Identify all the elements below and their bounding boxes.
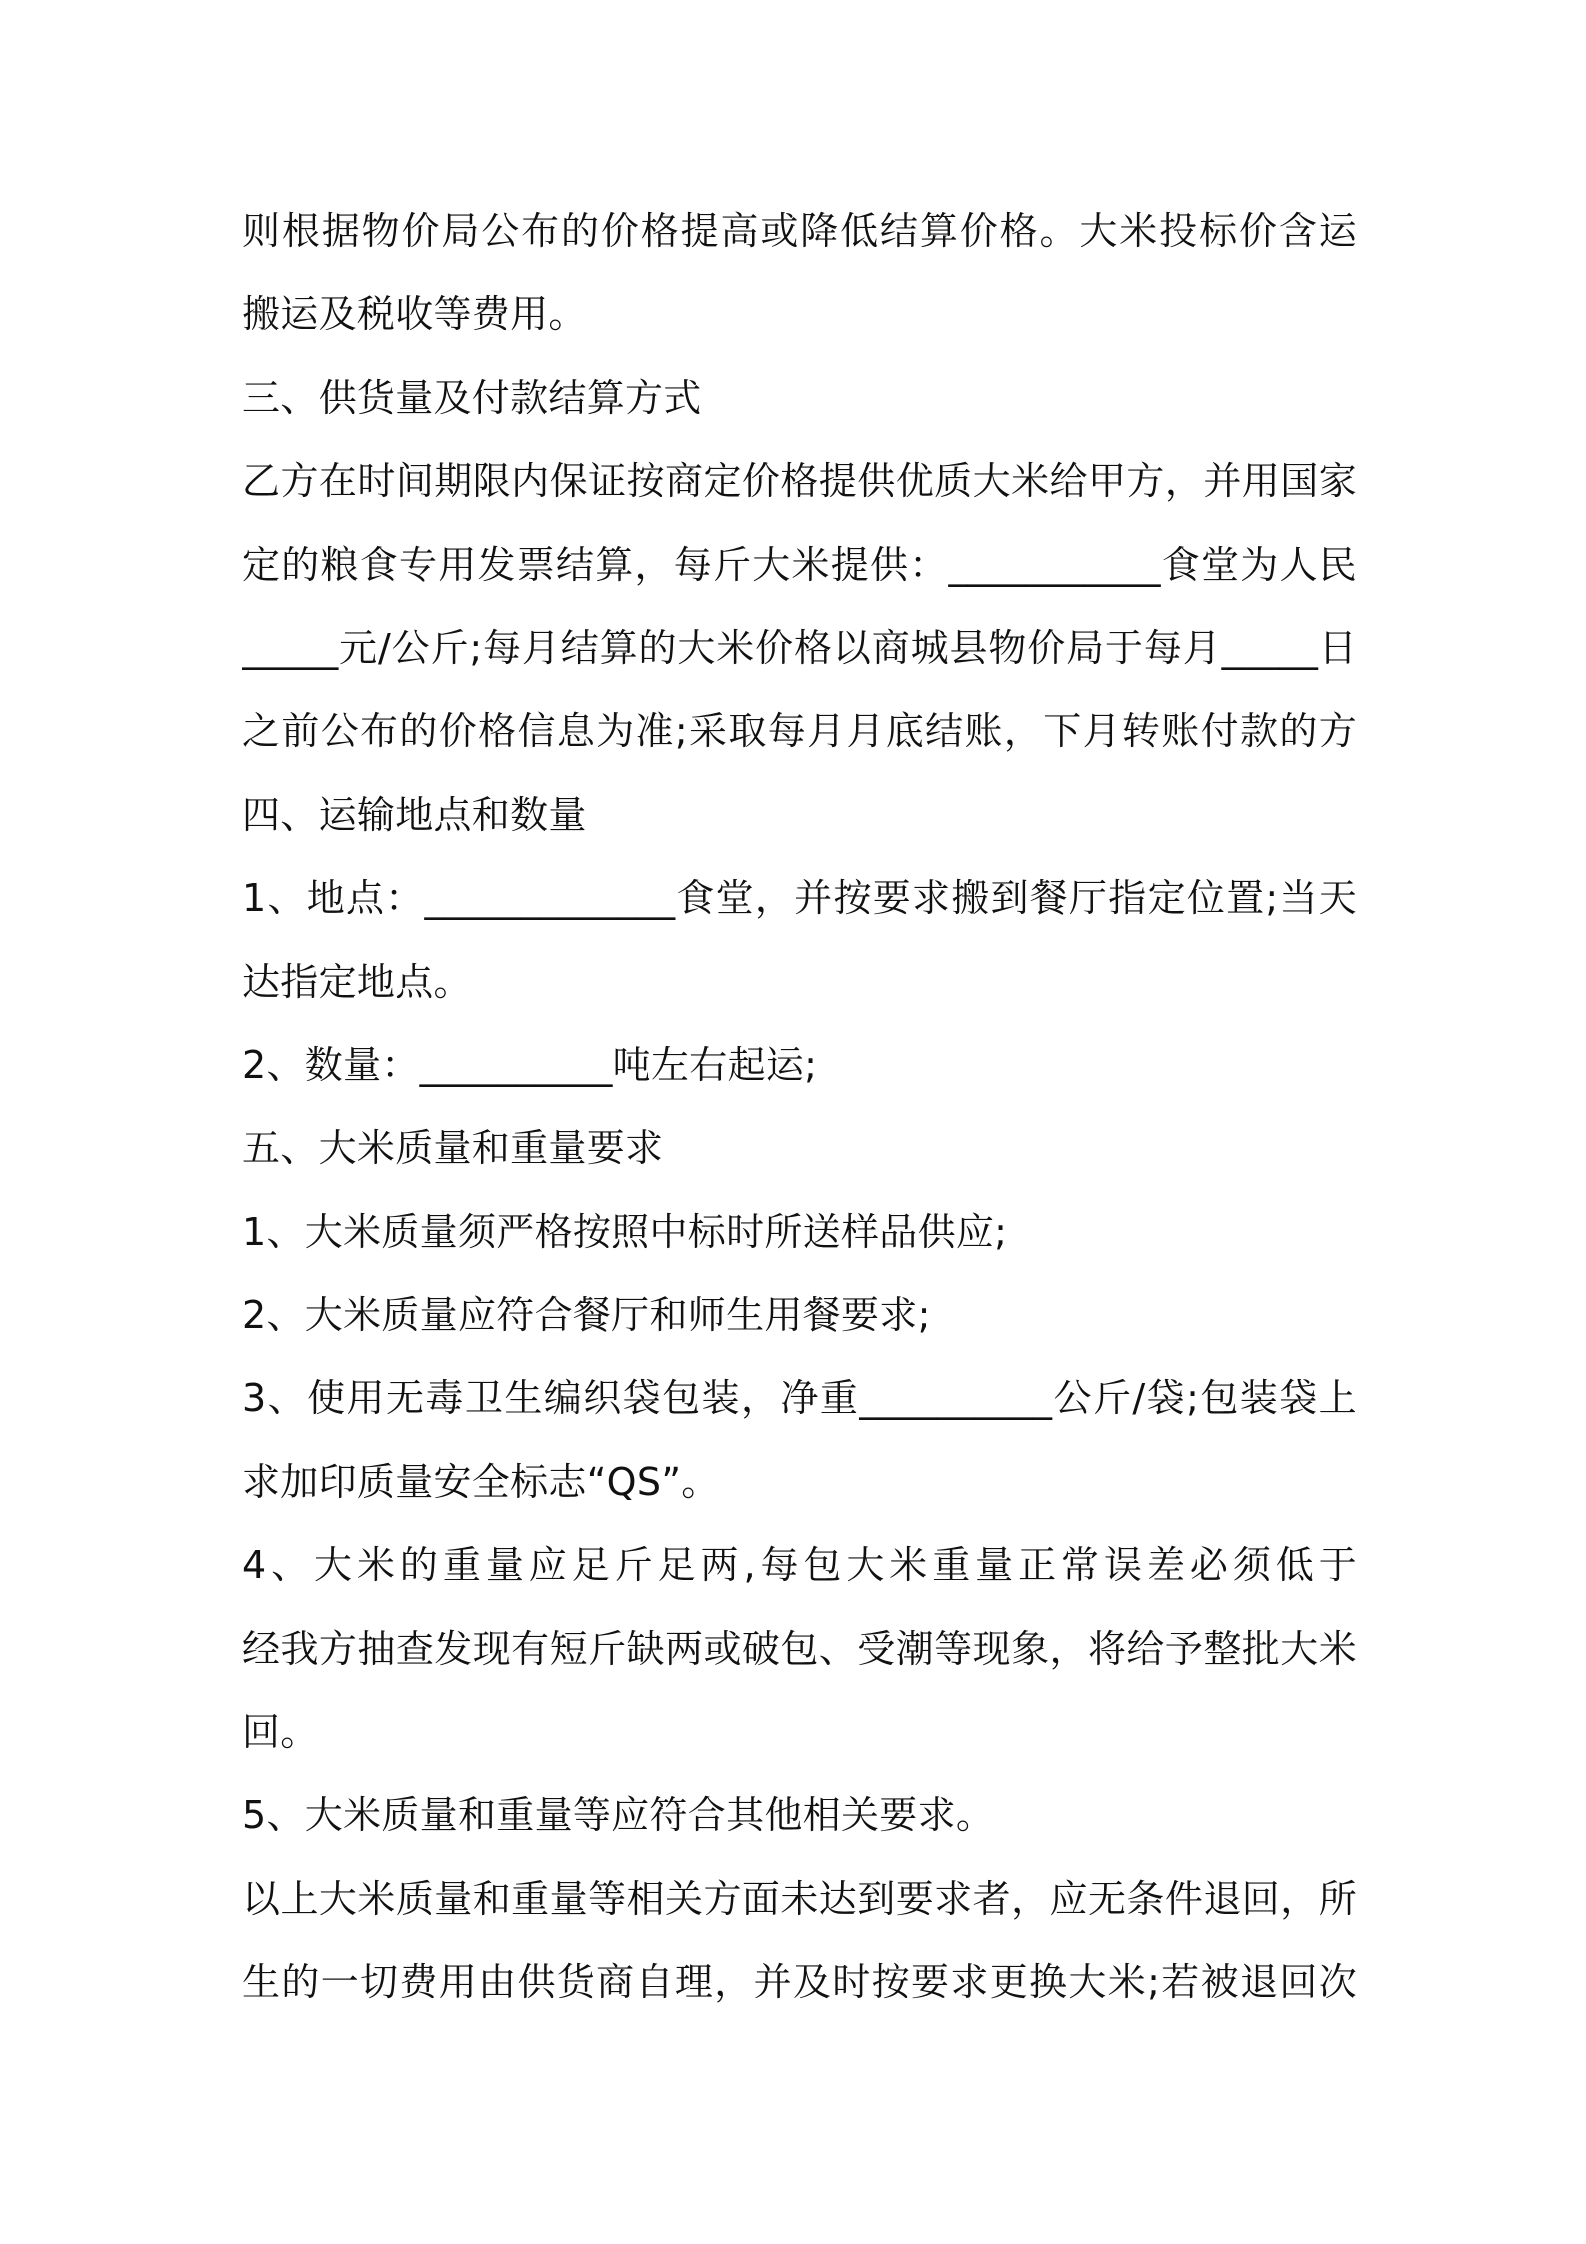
paragraph-line: 定的粮食专用发票结算，每斤大米提供：___________食堂为人民 — [242, 542, 1357, 587]
paragraph-line: 2、大米质量应符合餐厅和师生用餐要求; — [242, 1293, 931, 1338]
paragraph-line: 之前公布的价格信息为准;采取每月月底结账，下月转账付款的方 — [242, 709, 1357, 754]
paragraph-line: 生的一切费用由供货商自理，并及时按要求更换大米;若被退回次 — [242, 1960, 1357, 2005]
paragraph-line: 4、大米的重量应足斤足两,每包大米重量正常误差必须低于 — [242, 1543, 1357, 1588]
paragraph-line: 3、使用无毒卫生编织袋包装，净重__________公斤/袋;包装袋上 — [242, 1376, 1357, 1421]
paragraph-line: 乙方在时间期限内保证按商定价格提供优质大米给甲方，并用国家 — [242, 459, 1357, 504]
section-heading: 四、运输地点和数量 — [242, 792, 587, 837]
paragraph-line: 求加印质量安全标志“QS”。 — [242, 1459, 720, 1504]
paragraph-line: 则根据物价局公布的价格提高或降低结算价格。大米投标价含运 — [242, 209, 1357, 253]
paragraph-line: 达指定地点。 — [242, 959, 472, 1004]
section-heading: 五、大米质量和重量要求 — [242, 1126, 664, 1171]
paragraph-line: 经我方抽查发现有短斤缺两或破包、受潮等现象，将给予整批大米 — [242, 1626, 1357, 1671]
document-body — [242, 190, 1357, 2025]
paragraph-line: 1、大米质量须严格按照中标时所送样品供应; — [242, 1209, 1008, 1254]
paragraph-line: 以上大米质量和重量等相关方面未达到要求者，应无条件退回，所 — [242, 1876, 1357, 1921]
paragraph-line: 搬运及税收等费用。 — [242, 292, 587, 337]
paragraph-line: 回。 — [242, 1710, 319, 1755]
paragraph-line: _____元/公斤;每月结算的大米价格以商城县物价局于每月_____日 — [242, 625, 1357, 670]
section-heading: 三、供货量及付款结算方式 — [242, 375, 702, 420]
paragraph-line: 2、数量：__________吨左右起运; — [242, 1042, 818, 1087]
paragraph-line: 5、大米质量和重量等应符合其他相关要求。 — [242, 1793, 995, 1838]
paragraph-line: 1、地点：_____________食堂，并按要求搬到餐厅指定位置;当天 — [242, 876, 1357, 921]
